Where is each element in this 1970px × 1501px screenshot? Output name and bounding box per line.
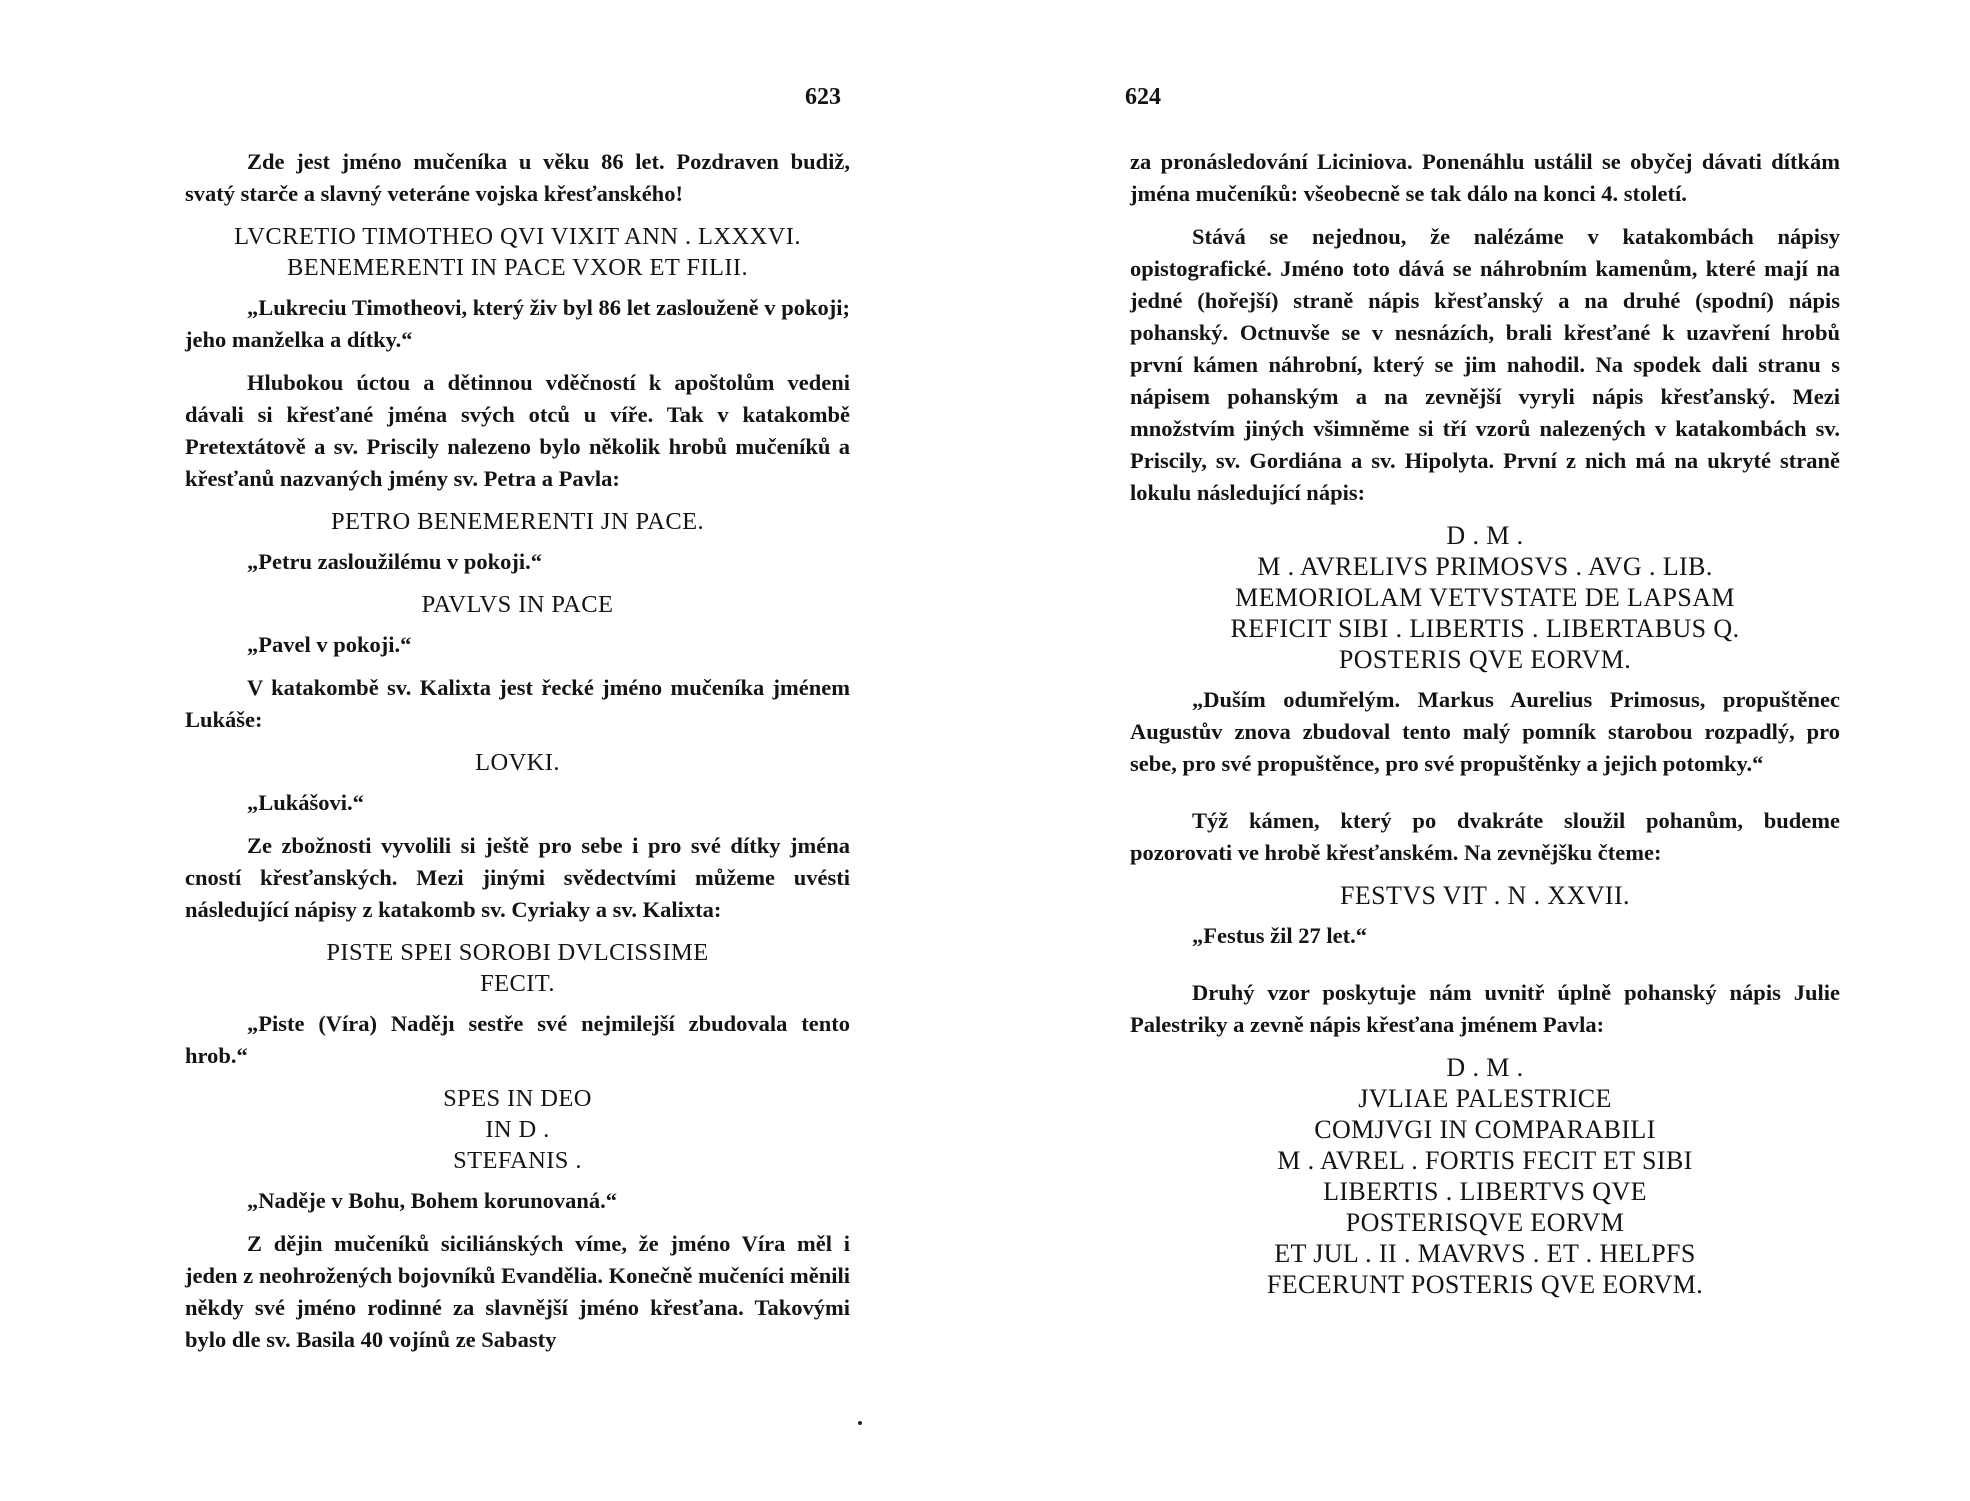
paragraph: Ze zbožnosti vyvolili si ještě pro sebe i pro své dítky jména cností křesťanských. Mezi jinými svědectvími můžeme uvésti následující nápisy z katakomb sv. Cyriaky a sv. Kalixta: [185, 833, 850, 922]
paragraph: za pronásledování Liciniova. Ponenáhlu ustálil se obyčej dávati dítkám jména mučeníků: všeobecně se tak dálo na konci 4. století. [1130, 149, 1840, 206]
inscription-line: D . M . [1446, 521, 1524, 550]
translation-quote: „Piste (Víra) Nadějı sestře své nejmilejší zbudovala tento hrob.“ [185, 1011, 850, 1068]
latin-inscription [1130, 520, 1840, 675]
latin-inscription [185, 747, 850, 778]
page-number: 623 [805, 84, 841, 110]
inscription-line: PETRO BENEMERENTI JN PACE. [331, 508, 704, 535]
translation-quote: „Festus žil 27 let.“ [1192, 923, 1367, 948]
latin-inscription [185, 937, 850, 999]
page-number: 624 [1125, 84, 1161, 110]
right-text-column [1130, 146, 1840, 1309]
right-page [985, 0, 1970, 1501]
translation-quote: „Lukreciu Timotheovi, který živ byl 86 let zaslouženě v pokoji; jeho manželka a dítky.“ [185, 295, 850, 352]
latin-inscription [185, 589, 850, 620]
translation-quote: „Pavel v pokoji.“ [247, 632, 412, 657]
inscription-line: COMJVGI IN COMPARABILI [1314, 1115, 1656, 1144]
paragraph: Hlubokou úctou a dětinnou vděčností k apoštolům vedeni dávali si křesťané jména svých otců u víře. Tak v katakombě Pretextátově a sv. Priscily nalezeno bylo několik hrobů mučeníků a křesťanů nazvaných jmény sv. Petra a Pavla: [185, 370, 850, 491]
inscription-line: POSTERISQVE EORVM [1345, 1208, 1625, 1237]
paragraph: Týž kámen, který po dvakráte sloužil pohanům, budeme pozorovati ve hrobě křesťanském. Na zevnějšku čteme: [1130, 808, 1840, 865]
inscription-line: LVCRETIO TIMOTHEO QVI VIXIT ANN . LXXXVI. [234, 223, 801, 250]
left-text-column [185, 146, 850, 1367]
translation-quote: „Duším odumřelým. Markus Aurelius Primosus, propuštěnec Augustův znova zbudoval tento malý pomník starobou rozpadlý, pro sebe, pro své propuštěnce, pro své propuštěnky a jejich potomky.“ [1130, 687, 1840, 776]
inscription-line: JVLIAE PALESTRICE [1358, 1084, 1612, 1113]
inscription-line: PAVLVS IN PACE [421, 591, 614, 618]
inscription-line: FESTVS VIT . N . XXVII. [1340, 881, 1630, 910]
inscription-line: REFICIT SIBI . LIBERTIS . LIBERTABUS Q. [1230, 614, 1740, 643]
latin-inscription [1130, 880, 1840, 911]
inscription-line: M . AVRELIVS PRIMOSVS . AVG . LIB. [1257, 552, 1713, 581]
ink-speck [858, 1421, 862, 1425]
spacer [1130, 791, 1840, 805]
inscription-line: FECIT. [480, 970, 555, 997]
latin-inscription [1130, 1052, 1840, 1300]
inscription-line: M . AVREL . FORTIS FECIT ET SIBI [1277, 1146, 1693, 1175]
spacer [1130, 963, 1840, 977]
inscription-line: BENEMERENTI IN PACE VXOR ET FILII. [287, 254, 748, 281]
latin-inscription [185, 506, 850, 537]
paragraph: Druhý vzor poskytuje nám uvnitř úplně pohanský nápis Julie Palestriky a zevně nápis křesťana jménem Pavla: [1130, 980, 1840, 1037]
paragraph: V katakombě sv. Kalixta jest řecké jméno mučeníka jménem Lukáše: [185, 675, 850, 732]
inscription-line: D . M . [1446, 1053, 1524, 1082]
latin-inscription [185, 221, 850, 283]
paragraph: Zde jest jméno mučeníka u věku 86 let. Pozdraven budiž, svatý starče a slavný veteráne vojska křesťanského! [185, 149, 850, 206]
paragraph: Z dějin mučeníků siciliánských víme, že jméno Víra měl i jeden z neohrožených bojovníků Evandělia. Konečně mučeníci měnili někdy své jméno rodinné za slavnější jméno křesťana. Takovými bylo dle sv. Basila 40 vojínů ze Sabasty [185, 1231, 850, 1352]
inscription-line: IN D . [485, 1116, 550, 1143]
inscription-line: POSTERIS QVE EORVM. [1338, 645, 1632, 674]
paragraph: Stává se nejednou, že nalézáme v katakombách nápisy opistografické. Jméno toto dává se náhrobním kamenům, které mají na jedné (hořejší) straně nápis křesťanský a na druhé (spodní) nápis pohanský. Octnuvše se v nesnázích, brali křesťané k uzavření hrobů první kámen náhrobní, který se jim nahodil. Na spodek dali stranu s nápisem pohanským a na zevnější vyryli nápis křesťanský. Mezi množstvím jiných všimněme si tří vzorů nalezených v katakombách sv. Priscily, sv. Gordiána a sv. Hipolyta. První z nich má na ukryté straně lokulu následující nápis: [1130, 224, 1840, 505]
inscription-line: STEFANIS . [453, 1147, 582, 1174]
inscription-line: ET JUL . II . MAVRVS . ET . HELPFS [1274, 1239, 1696, 1268]
inscription-line: MEMORIOLAM VETVSTATE DE LAPSAM [1235, 583, 1735, 612]
translation-quote: „Naděje v Bohu, Bohem korunovaná.“ [247, 1188, 618, 1213]
inscription-line: PISTE SPEI SOROBI DVLCISSIME [326, 939, 709, 966]
inscription-line: FECERUNT POSTERIS QVE EORVM. [1266, 1270, 1704, 1299]
inscription-line: LOVKI. [475, 749, 560, 776]
latin-inscription [185, 1083, 850, 1176]
translation-quote: „Petru zasloužilému v pokoji.“ [247, 549, 542, 574]
inscription-line: LIBERTIS . LIBERTVS QVE [1323, 1177, 1647, 1206]
translation-quote: „Lukášovi.“ [247, 790, 364, 815]
inscription-line: SPES IN DEO [443, 1085, 592, 1112]
